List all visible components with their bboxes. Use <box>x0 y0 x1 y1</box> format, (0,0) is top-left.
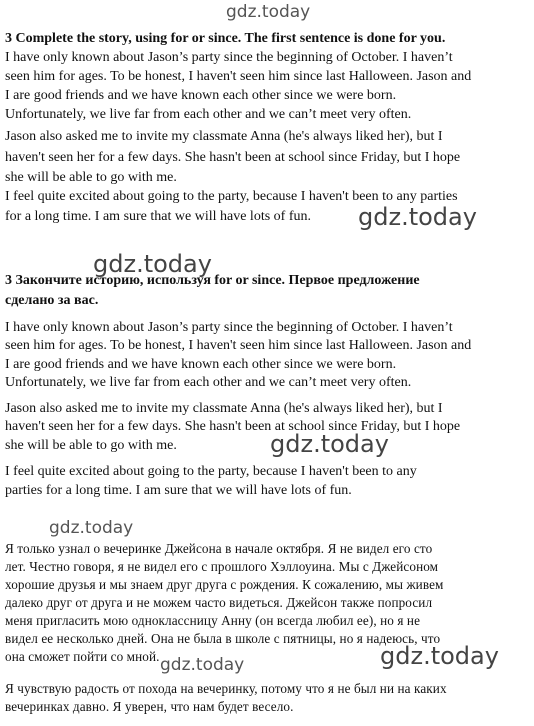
translation-line: Я чувствую радость от похода на вечеринку, потому что я не был ни на каких <box>5 681 447 696</box>
story-line: I are good friends and we have known each other since we were born. <box>5 88 397 103</box>
translation-line: хорошие друзья и мы знаем друг друга с рождения. К сожалению, мы живем <box>5 577 444 592</box>
watermark-6: gdz.today <box>160 655 245 675</box>
story-line: I have only known about Jason’s party since the beginning of October. I haven’t <box>5 50 453 65</box>
exercise-heading-ru-cont: сделано за вас. <box>5 293 99 308</box>
story-line: she will be able to go with me. <box>5 438 177 453</box>
story-line: I feel quite excited about going to the party, because I haven't been to any parties <box>5 189 458 204</box>
watermark-1: gdz.today <box>358 203 477 231</box>
watermark-top: gdz.today <box>226 2 311 22</box>
watermark-3: gdz.today <box>270 430 389 458</box>
story-line: seen him for ages. To be honest, I haven't seen him since last Halloween. Jason and <box>5 69 472 84</box>
story-line: Unfortunately, we live far from each other and we can’t meet very often. <box>5 107 412 122</box>
story-line: Jason also asked me to invite my classmate Anna (he's always liked her), but I <box>5 129 443 144</box>
translation-line: она сможет пойти со мной. <box>5 649 160 664</box>
watermark-4: gdz.today <box>49 518 134 538</box>
translation-line: меня пригласить мою одноклассницу Анну (он всегда любил ее), но я не <box>5 613 421 628</box>
story-line: seen him for ages. To be honest, I haven't seen him since last Halloween. Jason and <box>5 338 472 353</box>
story-line: parties for a long time. I am sure that we will have lots of fun. <box>5 483 352 498</box>
exercise-heading-en: 3 Complete the story, using for or since. The first sentence is done for you. <box>5 31 446 46</box>
story-line: I have only known about Jason’s party since the beginning of October. I haven’t <box>5 320 453 335</box>
translation-line: вечеринках давно. Я уверен, что нам будет весело. <box>5 699 294 714</box>
story-line: haven't seen her for a few days. She hasn't been at school since Friday, but I hope <box>5 150 461 165</box>
translation-line: далеко друг от друга и не можем часто видеться. Джейсон также попросил <box>5 595 433 610</box>
story-line: Jason also asked me to invite my classmate Anna (he's always liked her), but I <box>5 401 443 416</box>
story-line: Unfortunately, we live far from each other and we can’t meet very often. <box>5 375 412 390</box>
watermark-5: gdz.today <box>380 642 499 670</box>
translation-line: лет. Честно говоря, я не видел его с прошлого Хэллоуина. Мы с Джейсоном <box>5 559 439 574</box>
story-line: haven't seen her for a few days. She hasn't been at school since Friday, but I hope <box>5 419 461 434</box>
translation-line: Я только узнал о вечеринке Джейсона в начале октября. Я не видел его сто <box>5 541 433 556</box>
story-line: I feel quite excited about going to the party, because I haven't been to any <box>5 464 417 479</box>
story-line: for a long time. I am sure that we will have lots of fun. <box>5 209 311 224</box>
story-line: she will be able to go with me. <box>5 170 177 185</box>
exercise-heading-ru: 3 Закончите историю, используя for or since. Первое предложение <box>5 273 420 288</box>
watermark-2: gdz.today <box>93 250 212 278</box>
translation-line: видел ее несколько дней. Она не была в школе с пятницы, но я надеюсь, что <box>5 631 441 646</box>
story-line: I are good friends and we have known each other since we were born. <box>5 357 397 372</box>
